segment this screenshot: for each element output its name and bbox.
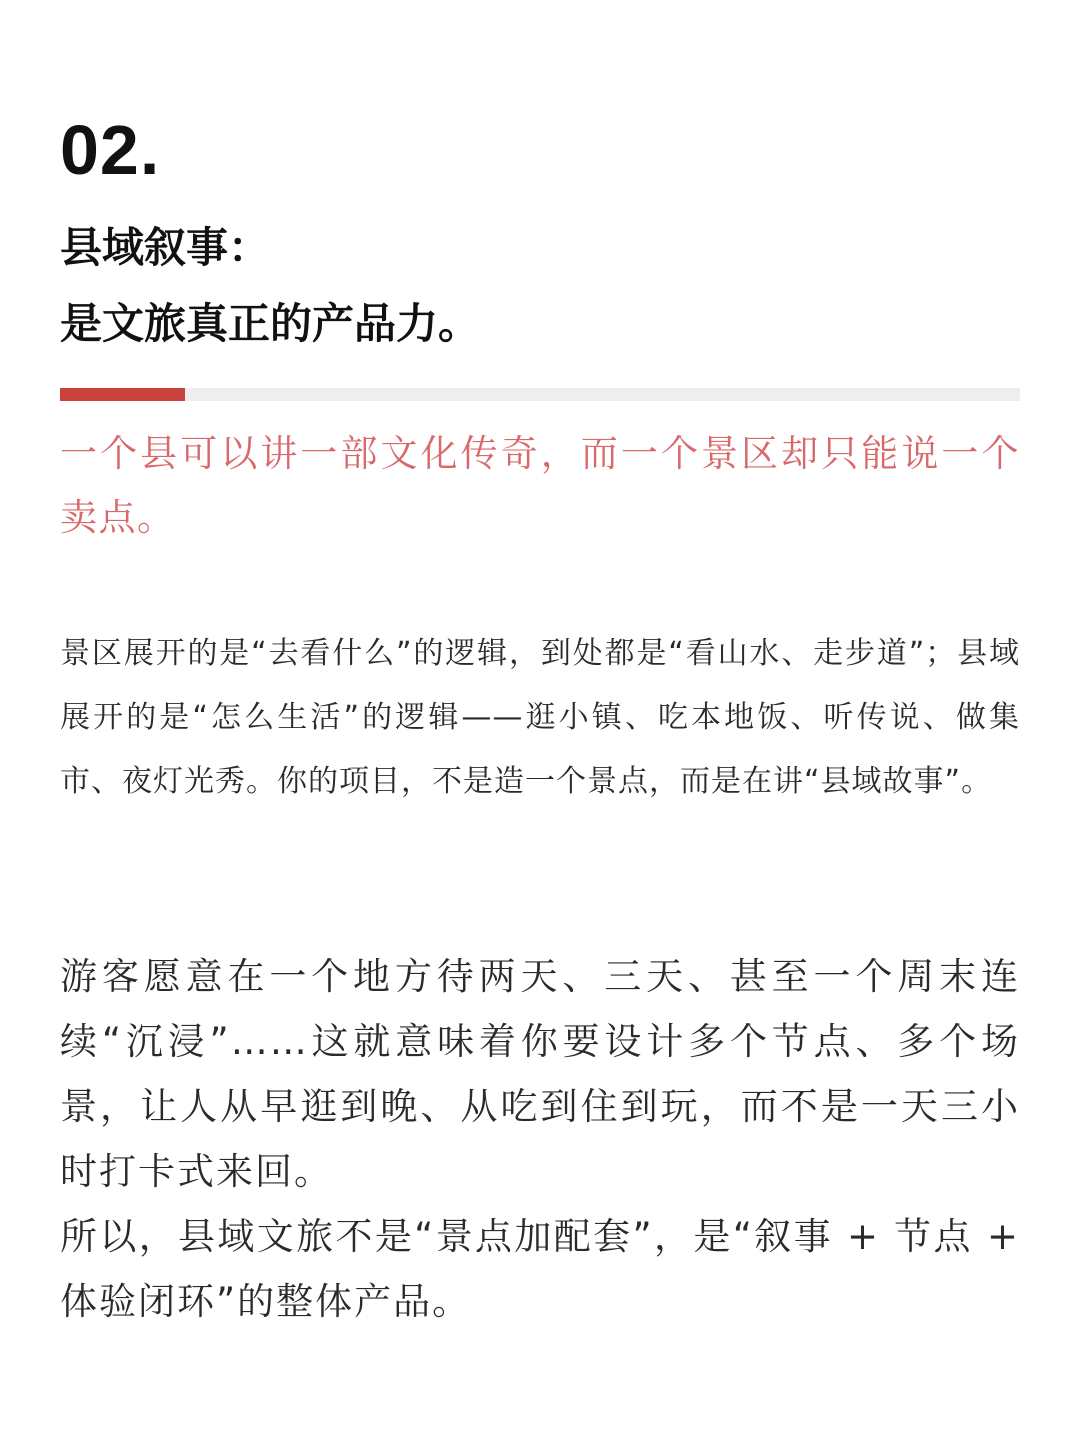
section-number: 02. (60, 111, 161, 189)
body-paragraph-1: 景区展开的是“去看什么”的逻辑，到处都是“看山水、走步道”；县域展开的是“怎么生活”的逻辑——逛小镇、吃本地饭、听传说、做集市、夜灯光秀。你的项目，不是造一个景点，而是在讲“县域故事”。 (60, 636, 1020, 799)
article-page (60, 0, 1020, 1441)
body-paragraph-3: 所以，县域文旅不是“景点加配套”，是“叙事 + 节点 + 体验闭环”的整体产品。 (60, 1215, 1020, 1323)
section-title-line-1: 县域叙事： (60, 223, 271, 272)
section-title-line-2: 是文旅真正的产品力。 (60, 299, 481, 348)
section-title (60, 210, 1020, 362)
lead-quote: 一个县可以讲一部文化传奇，而一个景区却只能说一个卖点。 (60, 432, 1020, 539)
progress-bar (60, 388, 1020, 401)
body-paragraph-2: 游客愿意在一个地方待两天、三天、甚至一个周末连续“沉浸”……这就意味着你要设计多个节点、多个场景，让人从早逛到晚、从吃到住到玩，而不是一天三小时打卡式来回。 (60, 955, 1020, 1193)
progress-bar-fill (60, 388, 185, 401)
